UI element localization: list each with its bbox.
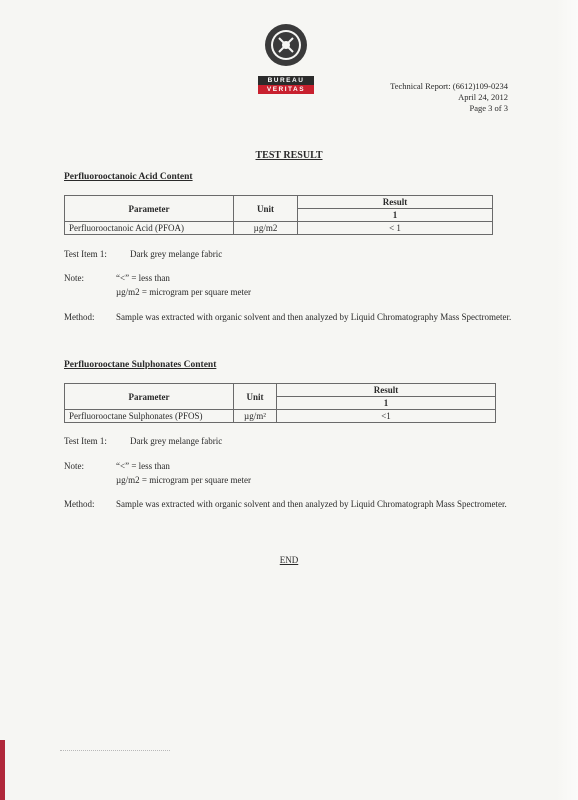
bureau-veritas-logo <box>258 22 314 94</box>
report-number: Technical Report: (6612)109-0234 <box>390 81 508 91</box>
table-row <box>65 410 496 423</box>
section-heading-pfos: Perfluorooctane Sulphonates Content <box>64 360 217 370</box>
cell-parameter: Perfluorooctane Sulphonates (PFOS) <box>65 410 234 423</box>
report-meta <box>390 81 508 114</box>
cell-unit: µg/m² <box>234 410 277 423</box>
end-marker: END <box>279 555 299 565</box>
test-item-value: Dark grey melange fabric <box>130 249 223 259</box>
binder-mark <box>0 740 5 800</box>
pfos-result-table <box>64 383 496 423</box>
cell-unit: µg/m2 <box>234 222 298 235</box>
col-header-result: Result <box>277 384 496 397</box>
col-header-result: Result <box>298 196 493 209</box>
cell-parameter: Perfluorooctanoic Acid (PFOA) <box>65 222 234 235</box>
col-header-unit: Unit <box>234 196 298 222</box>
pfoa-result-table <box>64 195 493 235</box>
method-text: Sample was extracted with organic solvent and then analyzed by Liquid Chromatography Mass Spectrometer. <box>116 312 512 322</box>
note-line-1: “<” = less than <box>116 273 170 283</box>
col-header-item: 1 <box>277 397 496 410</box>
page-title: TEST RESULT <box>255 150 323 161</box>
test-item-value: Dark grey melange fabric <box>130 436 223 446</box>
note-label: Note: <box>64 461 84 471</box>
col-header-parameter: Parameter <box>65 384 234 410</box>
paper-smudge <box>60 750 170 751</box>
note-label: Note: <box>64 273 84 283</box>
method-text: Sample was extracted with organic solvent and then analyzed by Liquid Chromatograph Mass Spectrometer. <box>116 499 507 509</box>
note-line-2: µg/m2 = microgram per square meter <box>116 475 251 485</box>
report-date: April 24, 2012 <box>458 92 508 102</box>
note-line-2: µg/m2 = microgram per square meter <box>116 287 251 297</box>
col-header-parameter: Parameter <box>65 196 234 222</box>
section-heading-pfoa: Perfluorooctanoic Acid Content <box>64 172 193 182</box>
logo-bottom-text: VERITAS <box>258 85 314 94</box>
method-label: Method: <box>64 499 95 509</box>
cell-result: <1 <box>277 410 496 423</box>
test-item-label: Test Item 1: <box>64 249 107 259</box>
col-header-unit: Unit <box>234 384 277 410</box>
report-page: Page 3 of 3 <box>469 103 508 113</box>
page-edge <box>556 0 578 800</box>
col-header-item: 1 <box>298 209 493 222</box>
note-line-1: “<” = less than <box>116 461 170 471</box>
method-label: Method: <box>64 312 95 322</box>
seal-icon <box>263 22 309 68</box>
table-row <box>65 222 493 235</box>
test-item-label: Test Item 1: <box>64 436 107 446</box>
cell-result: < 1 <box>298 222 493 235</box>
logo-top-text: BUREAU <box>258 76 314 85</box>
